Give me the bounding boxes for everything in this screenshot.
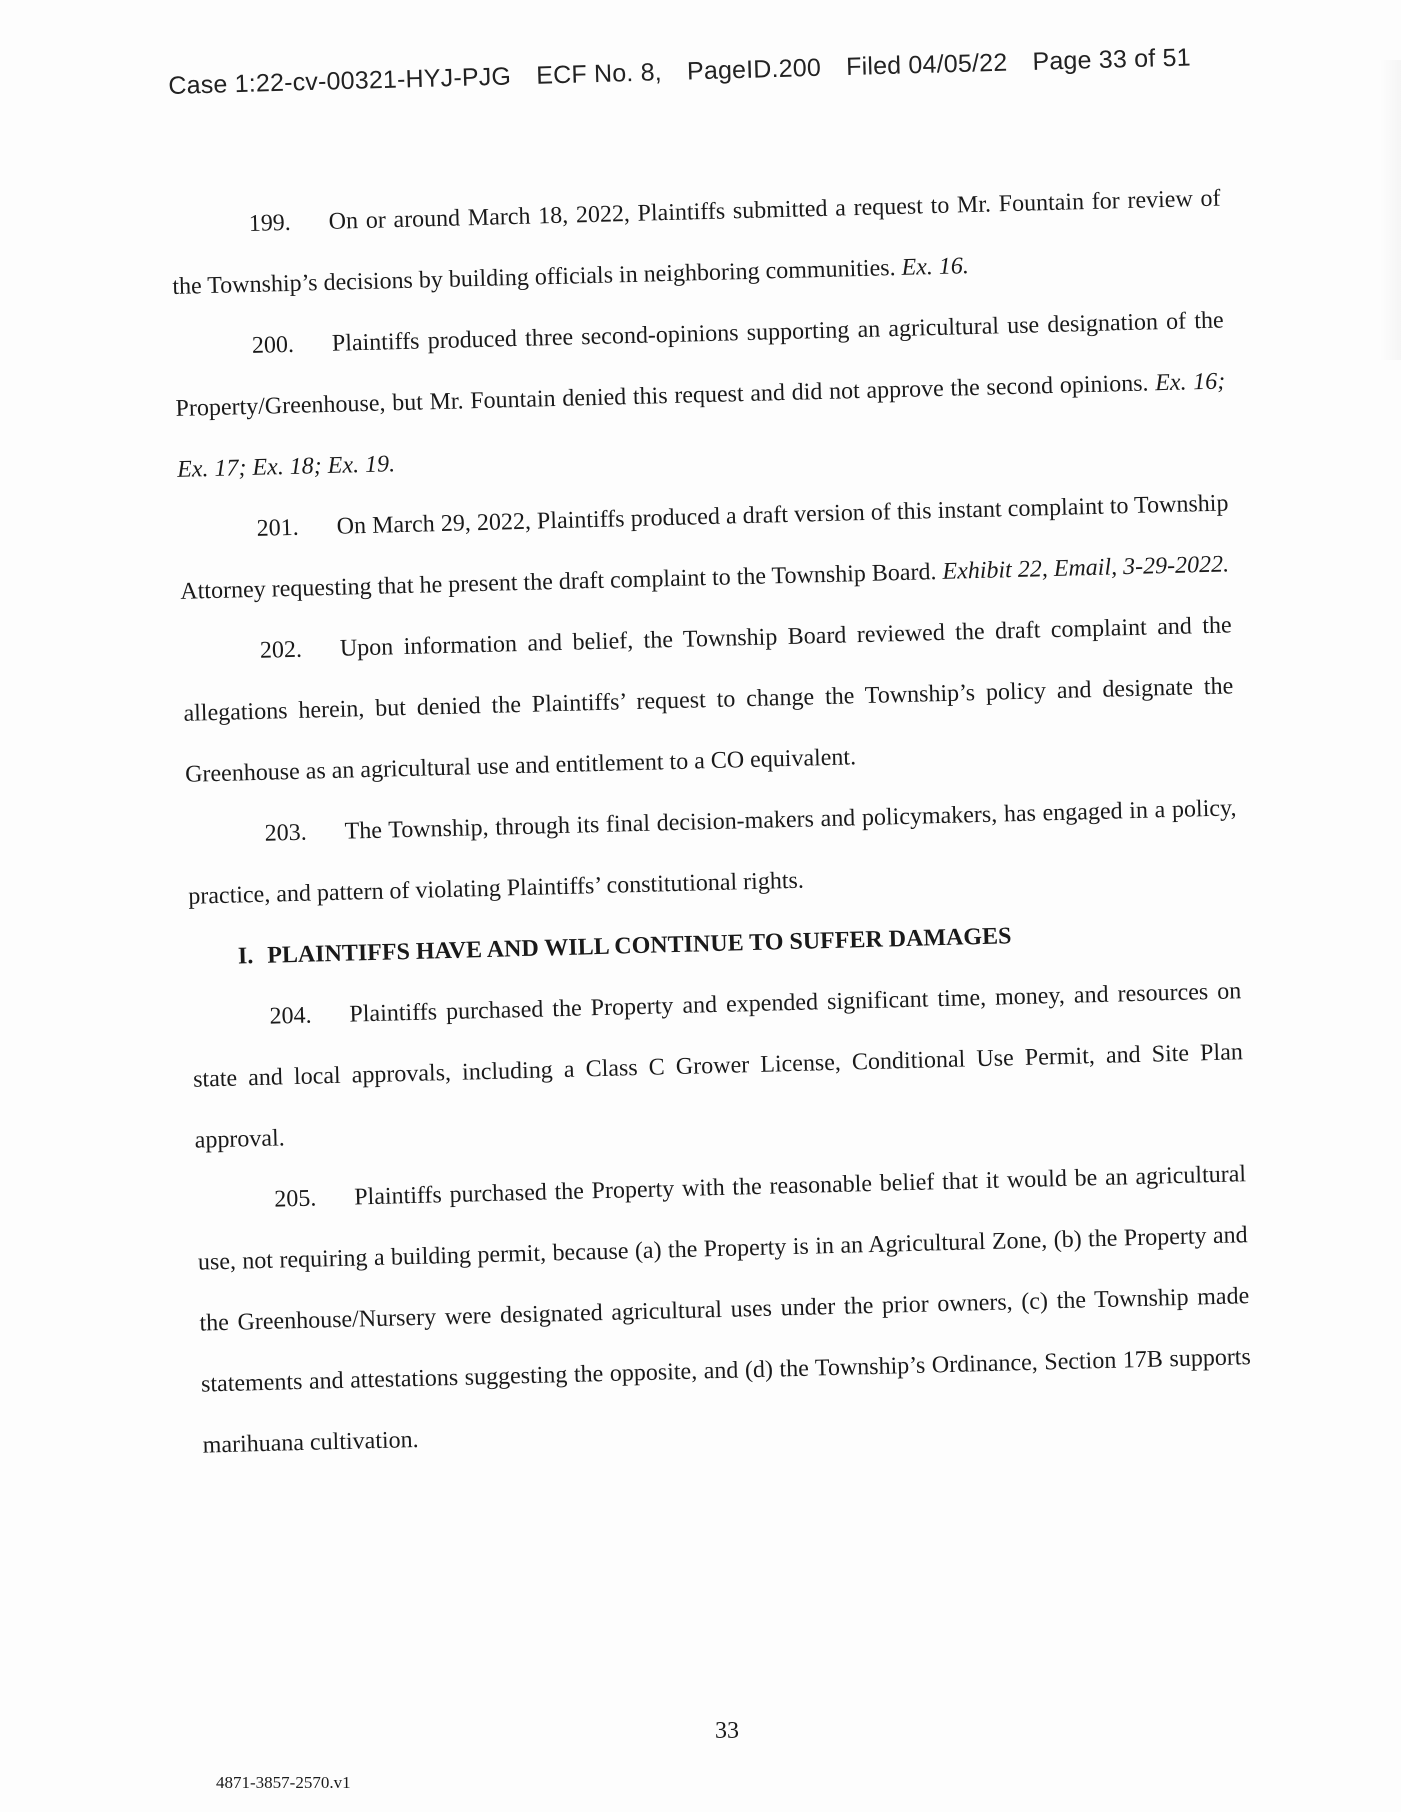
document-body [170, 169, 1253, 1477]
paragraph-text: On March 29, 2022, Plaintiffs produced a draft version of this instant complaint to Township Attorney requesting that he present the draft complaint to the Township Board. [180, 490, 1229, 605]
paragraph-number: 204. [269, 1002, 312, 1030]
paragraph-text: Plaintiffs produced three second-opinions supporting an agricultural use designation of the Property/Greenhouse, but Mr. Fountain denied this request and did not approve the second opinions. [175, 307, 1224, 422]
section-numeral: I. [237, 943, 254, 970]
page-of: Page 33 of 51 [1032, 43, 1192, 76]
section-title: PLAINTIFFS HAVE AND WILL CONTINUE TO SUFFER DAMAGES [266, 923, 1012, 969]
page-number: 33 [715, 1718, 739, 1744]
paragraph-205 [196, 1144, 1254, 1476]
paragraph-text: Plaintiffs purchased the Property and expended significant time, money, and resources on state and local approvals, including a Class C Grower License, Conditional Use Permit, and Site Plan approval. [192, 978, 1244, 1154]
paragraph-number: 202. [259, 636, 303, 664]
case-number: Case 1:22-cv-00321-HYJ-PJG [168, 62, 512, 100]
paragraph-text: Plaintiffs purchased the Property with the reasonable belief that it would be an agricultural use, not requiring a building permit, because (a) the Property is in an Agricultural Zone, (b) the Property and the Greenhouse/Nursery were designated agricultural uses under the prior owners, (c) the Township made statements and attestations suggesting the opposite, and (d) the Township’s Ordinance, Section 17B supports marihuana cultivation. [197, 1161, 1252, 1459]
page-id: PageID.200 [686, 53, 822, 86]
paragraph-number: 201. [256, 514, 300, 542]
paragraph-text: Upon information and belief, the Township Board reviewed the draft complaint and the allegations herein, but denied the Plaintiffs’ request to change the Township’s policy and designate the Greenhouse as an agricultural use and entitlement to a CO equivalent. [183, 612, 1234, 788]
document-id: 4871-3857-2570.v1 [216, 1773, 351, 1792]
paragraph-text: The Township, through its final decision-makers and policymakers, has engaged in a policy, practice, and pattern of violating Plaintiffs’ constitutional rights. [188, 795, 1237, 910]
paragraph-number: 200. [251, 331, 295, 359]
ecf-number: ECF No. 8, [535, 58, 663, 90]
exhibit-citation: Ex. 16; Ex. 17; Ex. 18; Ex. 19. [176, 368, 1226, 483]
case-header [168, 43, 1218, 101]
paragraph-204 [191, 961, 1245, 1171]
scan-edge-shadow [1379, 60, 1401, 360]
paragraph-200 [173, 290, 1227, 500]
paragraph-number: 199. [248, 209, 292, 237]
exhibit-citation: Ex. 16. [901, 253, 970, 281]
paragraph-number: 203. [264, 819, 308, 847]
exhibit-citation: Exhibit 22, Email, 3-29-2022. [942, 551, 1230, 585]
paragraph-text: On or around March 18, 2022, Plaintiffs submitted a request to Mr. Fountain for review of the Township’s decisions by building officials in neighboring communities. [172, 185, 1221, 300]
paragraph-202 [181, 595, 1235, 805]
paragraph-number: 205. [273, 1185, 317, 1213]
filed-date: Filed 04/05/22 [845, 48, 1008, 82]
